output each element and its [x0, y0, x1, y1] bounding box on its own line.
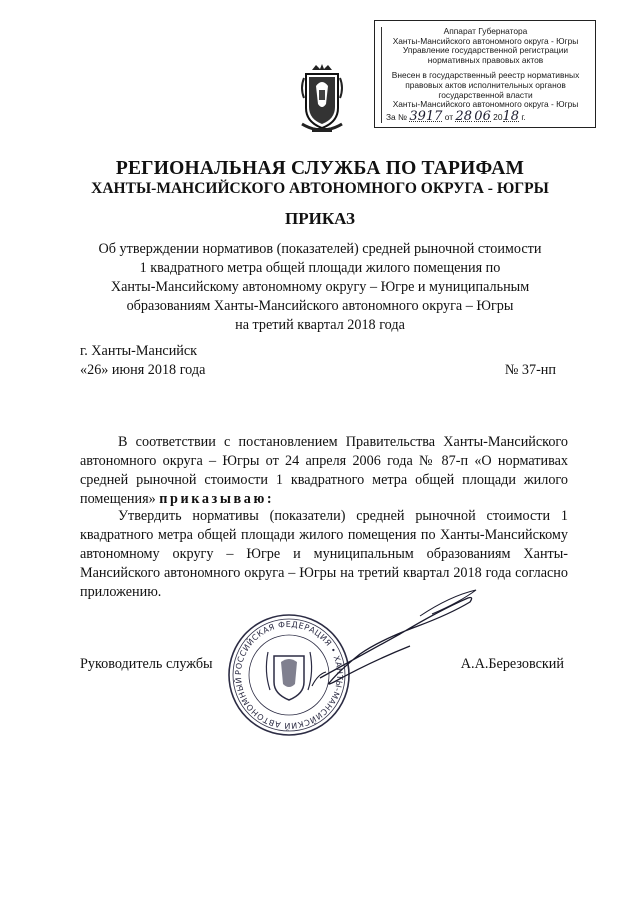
- document-type: ПРИКАЗ: [285, 209, 355, 228]
- stamp-line: Внесен в государственный реестр нормативных: [391, 70, 580, 81]
- subject-line: Об утверждении нормативов (показателей) средней рыночной стоимости: [98, 241, 542, 257]
- stamp-year-suffix: г.: [521, 111, 526, 122]
- document-subject: [70, 240, 570, 335]
- document-date: «26» июня 2018 года: [80, 362, 206, 378]
- subject-line: на третий квартал 2018 года: [235, 317, 405, 333]
- seal-ring-text: РОССИЙСКАЯ ФЕДЕРАЦИЯ • ХАНТЫ-МАНСИЙСКИЙ АВТОНОМНЫЙ: [233, 619, 345, 731]
- stamp-line: Ханты-Мансийского автономного округа - Югры: [392, 99, 579, 110]
- stamp-reg-month: 06: [474, 108, 491, 124]
- stamp-reg-day: 28: [455, 108, 472, 124]
- stamp-from-label: от: [444, 111, 454, 122]
- body-paragraph-2: Утвердить нормативы (показатели) средней рыночной стоимости 1 квадратного метра общей площади жилого помещения по Ханты-Мансийскому автономному округу – Югре и муниципальным образованиям Ханты-Мансийского автономного округа – Югры на третий квартал 2018 года согласно приложению.: [80, 508, 568, 600]
- stamp-year-prefix: 20: [493, 111, 503, 122]
- stamp-line: государственной власти: [438, 89, 533, 100]
- subject-line: образованиям Ханты-Мансийского автономного округа – Югры: [126, 298, 514, 314]
- stamp-registration-row: [382, 108, 589, 124]
- paragraph-text: В соответствии с постановлением Правительства Ханты-Мансийского автономного округа – Югры от 24 апреля 2006 года № 87-п «О нормативах средней рыночной стоимости 1 квадратного метра общей площади жилого помещения»: [80, 434, 568, 507]
- order-command: приказываю:: [159, 491, 275, 507]
- signer-position: Руководитель службы: [80, 656, 213, 672]
- stamp-reg-number: 3917: [409, 108, 443, 124]
- registration-stamp: [374, 20, 596, 128]
- stamp-line: Ханты-Мансийского автономного округа - Югры: [392, 35, 579, 46]
- stamp-reg-year: 18: [502, 108, 520, 124]
- stamp-line: Управление государственной регистрации: [402, 45, 569, 56]
- city: г. Ханты-Мансийск: [80, 343, 198, 359]
- handwritten-signature: [300, 586, 480, 696]
- agency-subtitle: ХАНТЫ-МАНСИЙСКОГО АВТОНОМНОГО ОКРУГА - ЮГРЫ: [91, 180, 549, 197]
- subject-line: Ханты-Мансийскому автономному округу – Югре и муниципальным: [110, 279, 530, 295]
- body-paragraph-1: [80, 433, 568, 509]
- document-number: № 37-нп: [504, 362, 556, 378]
- coat-of-arms-icon: [298, 64, 346, 136]
- subject-line: 1 квадратного метра общей площади жилого помещения по: [139, 260, 501, 276]
- stamp-line: нормативных правовых актов: [427, 54, 544, 65]
- stamp-reg-prefix: За №: [386, 111, 408, 122]
- agency-title: РЕГИОНАЛЬНАЯ СЛУЖБА ПО ТАРИФАМ: [115, 158, 525, 179]
- stamp-line: правовых актов исполнительных органов: [405, 79, 566, 90]
- stamp-line: Аппарат Губернатора: [443, 26, 528, 36]
- signer-name: А.А.Березовский: [460, 656, 564, 672]
